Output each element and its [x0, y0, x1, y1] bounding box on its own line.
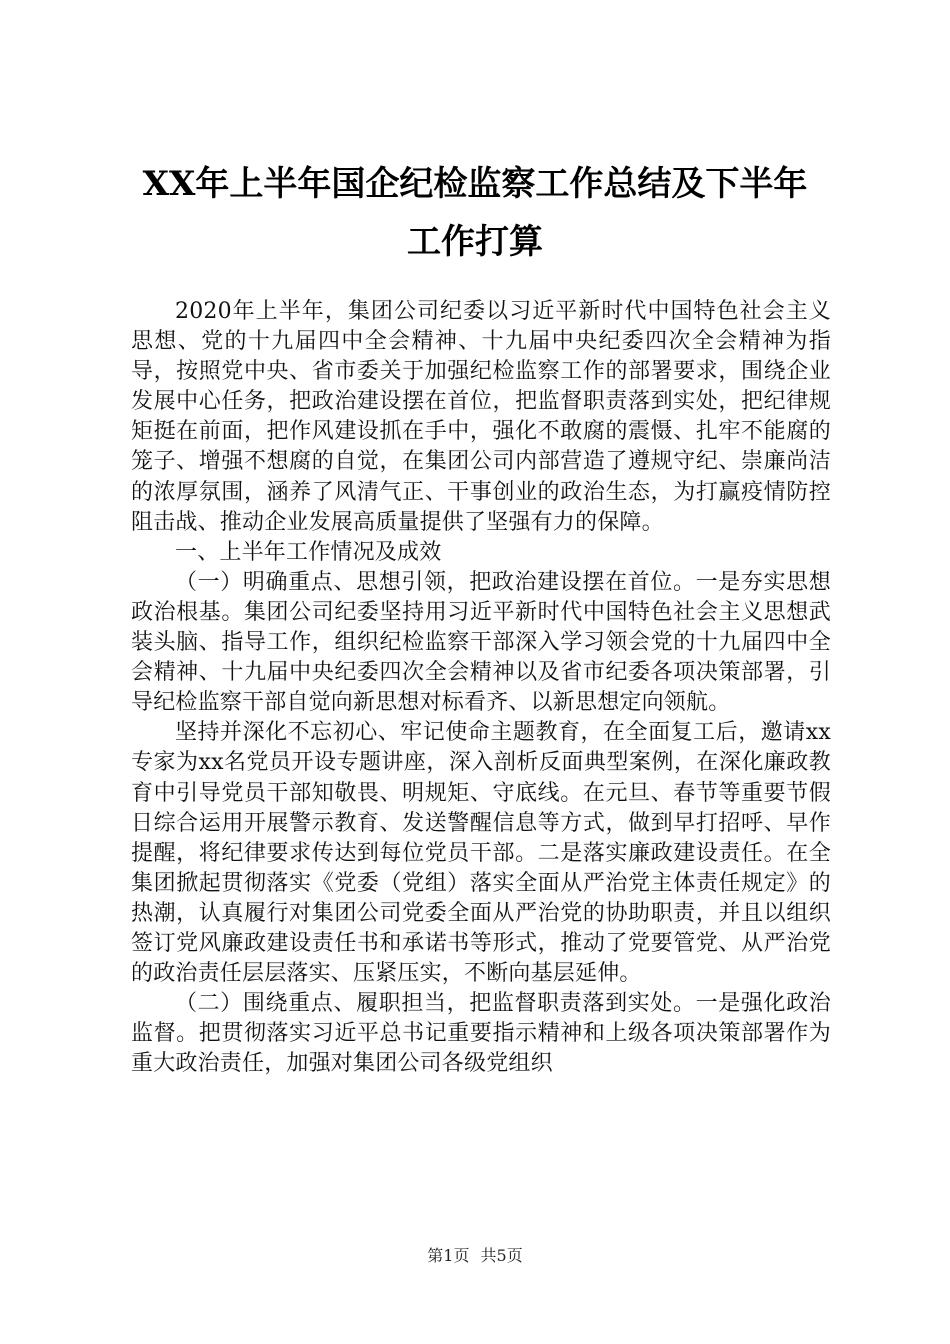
paragraph-section-2: （二）围绕重点、履职担当，把监督职责落到实处。一是强化政治监督。把贯彻落实习近平总书记重要指示精神和上级各项决策部署作为重大政治责任，加强对集团公司各级党组织: [131, 991, 831, 1077]
document-body: [131, 297, 831, 1079]
document-title-line-2: 工作打算: [407, 222, 543, 262]
paragraph-intro: 2020年上半年，集团公司纪委以习近平新时代中国特色社会主义思想、党的十九届四中全会精神、十九届中央纪委四次全会精神为指导，按照党中央、省市委关于加强纪检监察工作的部署要求，围绕企业发展中心任务，把政治建设摆在首位，把监督职责落到实处，把纪律规矩挺在前面，把作风建设抓在手中，强化不敢腐的震慑、扎牢不能腐的笼子、增强不想腐的自觉，在集团公司内部营造了遵规守纪、崇廉尚洁的浓厚氛围，涵养了风清气正、干事创业的政治生态，为打赢疫情防控阻击战、推动企业发展高质量提供了坚强有力的保障。: [131, 299, 831, 535]
page-footer: [0, 1246, 950, 1266]
page-number: 第1页: [427, 1246, 470, 1265]
section-heading: 一、上半年工作情况及成效: [175, 539, 442, 565]
document-title-line-1: XX年上半年国企纪检监察工作总结及下半年: [142, 164, 808, 204]
paragraph-section-1: （一）明确重点、思想引领，把政治建设摆在首位。一是夯实思想政治根基。集团公司纪委坚持用习近平新时代中国特色社会主义思想武装头脑、指导工作，组织纪检监察干部深入学习领会党的十九届四中全会精神、十九届中央纪委四次全会精神以及省市纪委各项决策部署，引导纪检监察干部自觉向新思想对标看齐、以新思想定向领航。: [131, 569, 831, 716]
page-total: 共5页: [480, 1246, 523, 1265]
paragraph-section-1-cont: 坚持并深化不忘初心、牢记使命主题教育，在全面复工后，邀请xx专家为xx名党员开设专题讲座，深入剖析反面典型案例，在深化廉政教育中引导党员干部知敬畏、明规矩、守底线。在元旦、春节等重要节假日综合运用开展警示教育、发送警醒信息等方式，做到早打招呼、早作提醒，将纪律要求传达到每位党员干部。二是落实廉政建设责任。在全集团掀起贯彻落实《党委（党组）落实全面从严治党主体责任规定》的热潮，认真履行对集团公司党委全面从严治党的协助职责，并且以组织签订党风廉政建设责任书和承诺书等形式，推动了党要管党、从严治党的政治责任层层落实、压紧压实，不断向基层延伸。: [131, 720, 831, 987]
